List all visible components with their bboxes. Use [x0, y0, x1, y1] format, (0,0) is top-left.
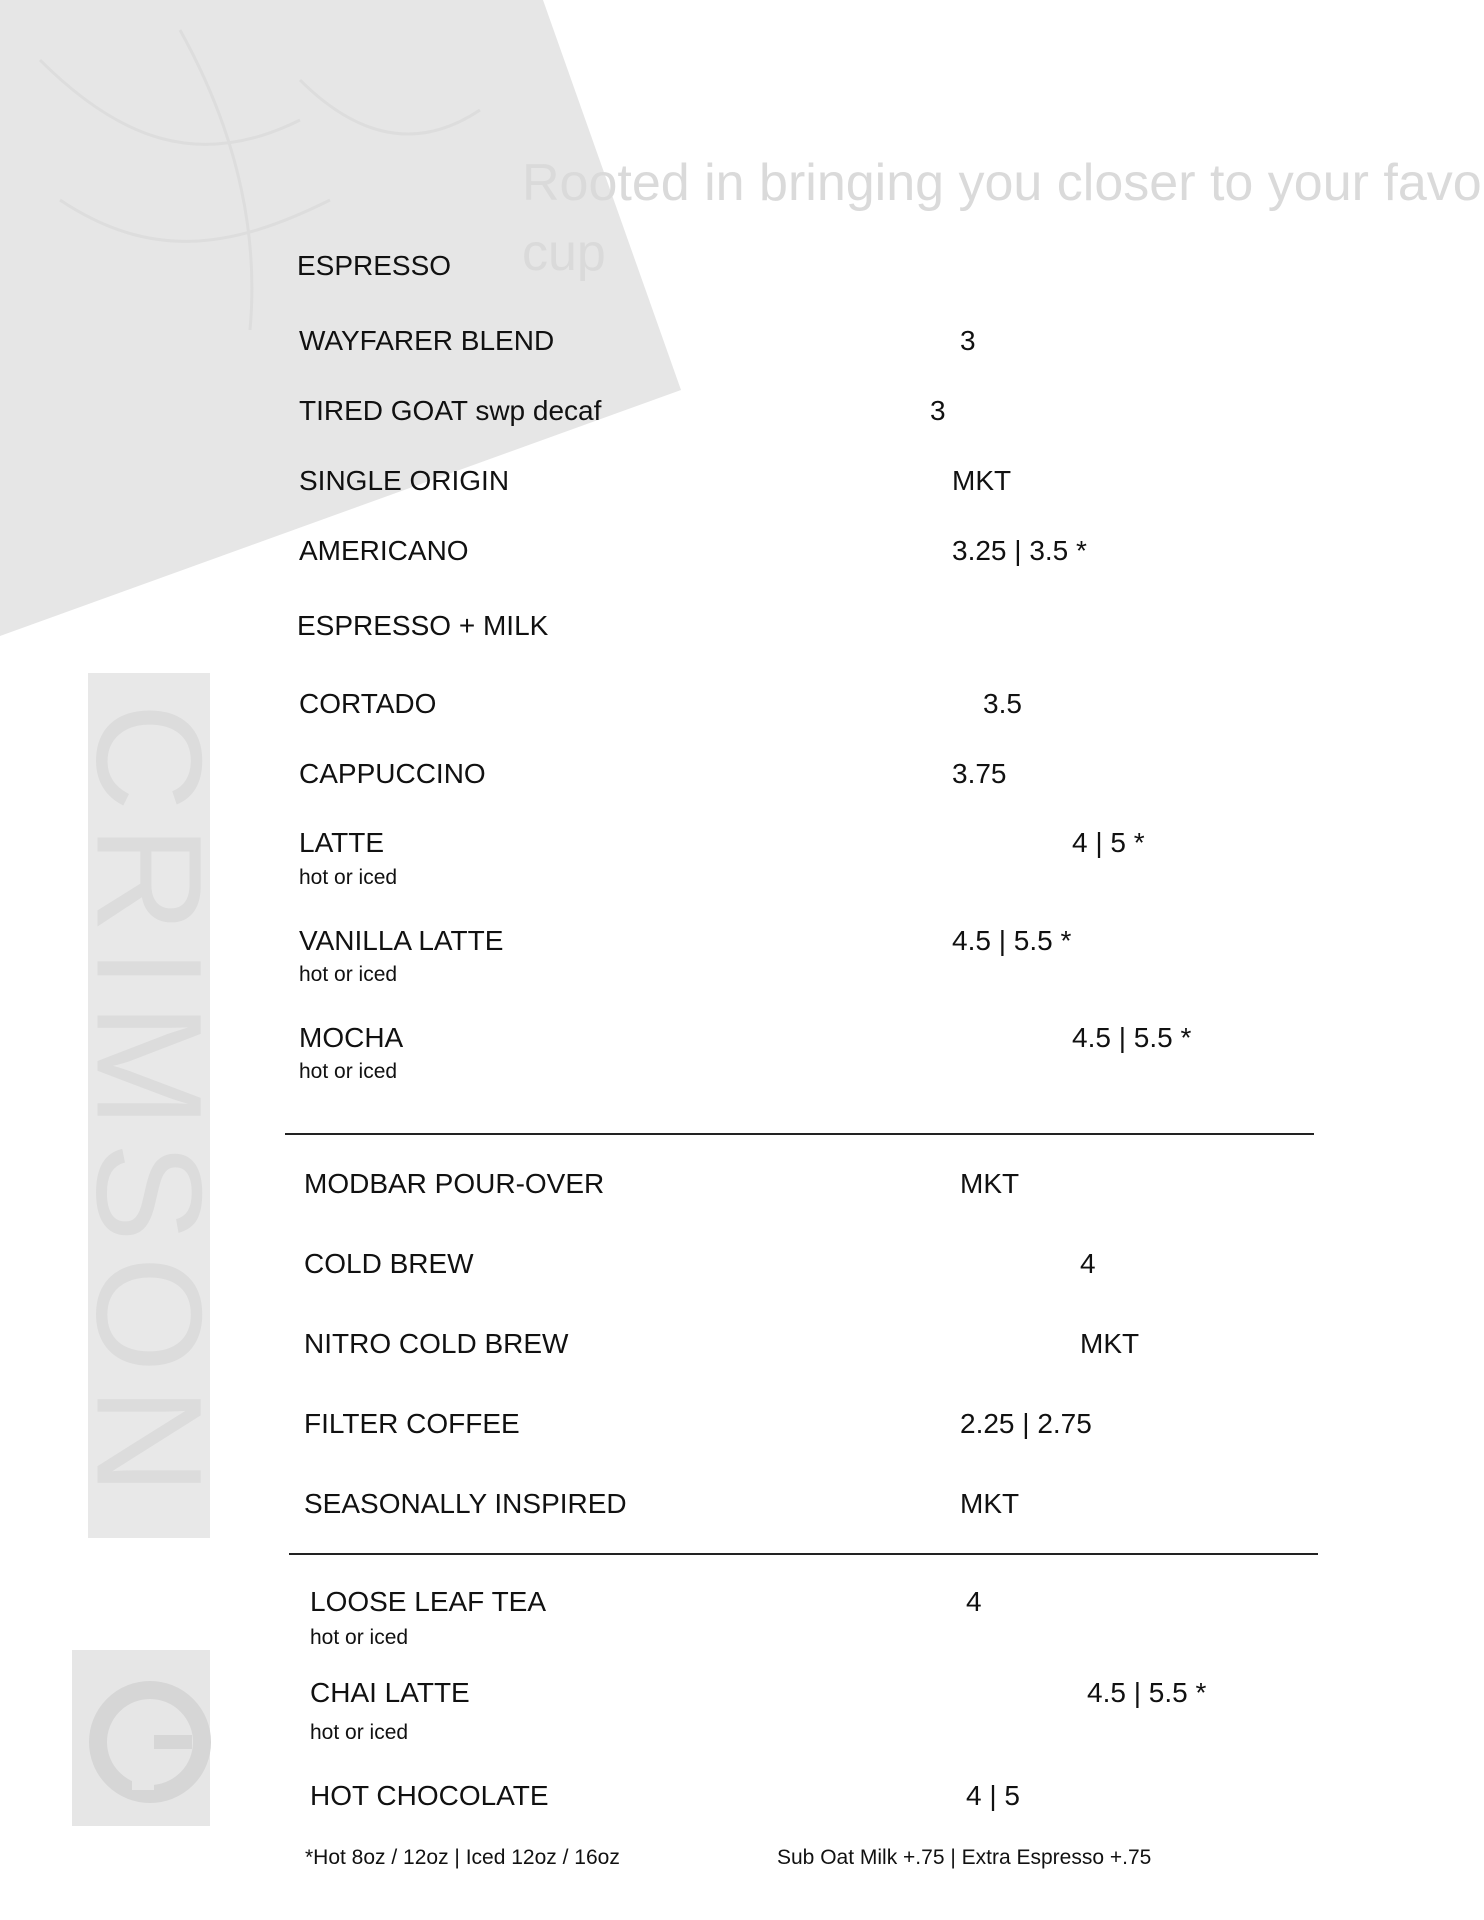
tagline	[522, 148, 1484, 288]
menu-item-price: MKT	[960, 1488, 1020, 1519]
menu-item-name: HOT CHOCOLATE	[310, 1780, 549, 1811]
menu-item-note: hot or iced	[310, 1626, 409, 1649]
menu-item-price: MKT	[960, 1168, 1020, 1199]
menu-item-price: 4.5 | 5.5 *	[1072, 1022, 1192, 1053]
menu-item-price: 4.5 | 5.5 *	[952, 925, 1072, 956]
menu-item-name: CAPPUCCINO	[299, 758, 486, 789]
menu-item-price: MKT	[952, 465, 1012, 496]
menu-item-name: LOOSE LEAF TEA	[310, 1586, 547, 1617]
side-brand-panel	[65, 673, 234, 1538]
menu-item-price: 4.5 | 5.5 *	[1087, 1677, 1207, 1708]
menu-item-price: 3	[960, 325, 976, 356]
menu-item-price: 3.5	[983, 688, 1022, 719]
menu-item-name: NITRO COLD BREW	[304, 1328, 569, 1359]
section-heading-espresso: ESPRESSO	[297, 250, 452, 281]
menu-item-name: SEASONALLY INSPIRED	[304, 1488, 627, 1519]
menu-item-note: hot or iced	[299, 1060, 398, 1083]
menu-item-name: MODBAR POUR-OVER	[304, 1168, 605, 1199]
menu-item-price: 2.25 | 2.75	[960, 1408, 1092, 1439]
section-heading-espresso-milk: ESPRESSO + MILK	[297, 610, 549, 641]
menu-item-price: 3	[930, 395, 946, 426]
menu-item-name: CHAI LATTE	[310, 1677, 470, 1708]
menu-item-note: hot or iced	[299, 866, 398, 889]
menu-item-note: hot or iced	[299, 963, 398, 986]
menu-item-name: CORTADO	[299, 688, 437, 719]
menu-item-name: SINGLE ORIGIN	[299, 465, 510, 496]
side-brand-word: CRIMSON	[65, 702, 234, 1509]
menu-item-price: 4	[966, 1586, 982, 1617]
tagline-line-2: cup	[522, 224, 606, 282]
menu-item-price: 4 | 5	[966, 1780, 1020, 1811]
menu-item-name: VANILLA LATTE	[299, 925, 504, 956]
menu-item-name: MOCHA	[299, 1022, 404, 1053]
menu-item-name: FILTER COFFEE	[304, 1408, 520, 1439]
logo-mark-icon	[72, 1650, 210, 1826]
menu-item-price: 4 | 5 *	[1072, 827, 1145, 858]
menu-item-name: WAYFARER BLEND	[299, 325, 555, 356]
tagline-line-1: Rooted in bringing you closer to your favo	[522, 154, 1482, 212]
menu-item-name: LATTE	[299, 827, 385, 858]
section-divider	[289, 1553, 1318, 1555]
menu-item-price: MKT	[1080, 1328, 1140, 1359]
menu-item-note: hot or iced	[310, 1721, 409, 1744]
section-divider	[285, 1133, 1314, 1135]
menu-item-name: AMERICANO	[299, 535, 469, 566]
logo	[72, 1650, 210, 1826]
menu-item-price: 3.75	[952, 758, 1007, 789]
footer-sizes-note: *Hot 8oz / 12oz | Iced 12oz / 16oz	[305, 1846, 620, 1869]
menu-item-name: TIRED GOAT swp decaf	[299, 395, 602, 426]
menu-item-price: 4	[1080, 1248, 1096, 1279]
menu-item-price: 3.25 | 3.5 *	[952, 535, 1087, 566]
footer-extras-note: Sub Oat Milk +.75 | Extra Espresso +.75	[777, 1846, 1152, 1869]
menu-item-name: COLD BREW	[304, 1248, 474, 1279]
